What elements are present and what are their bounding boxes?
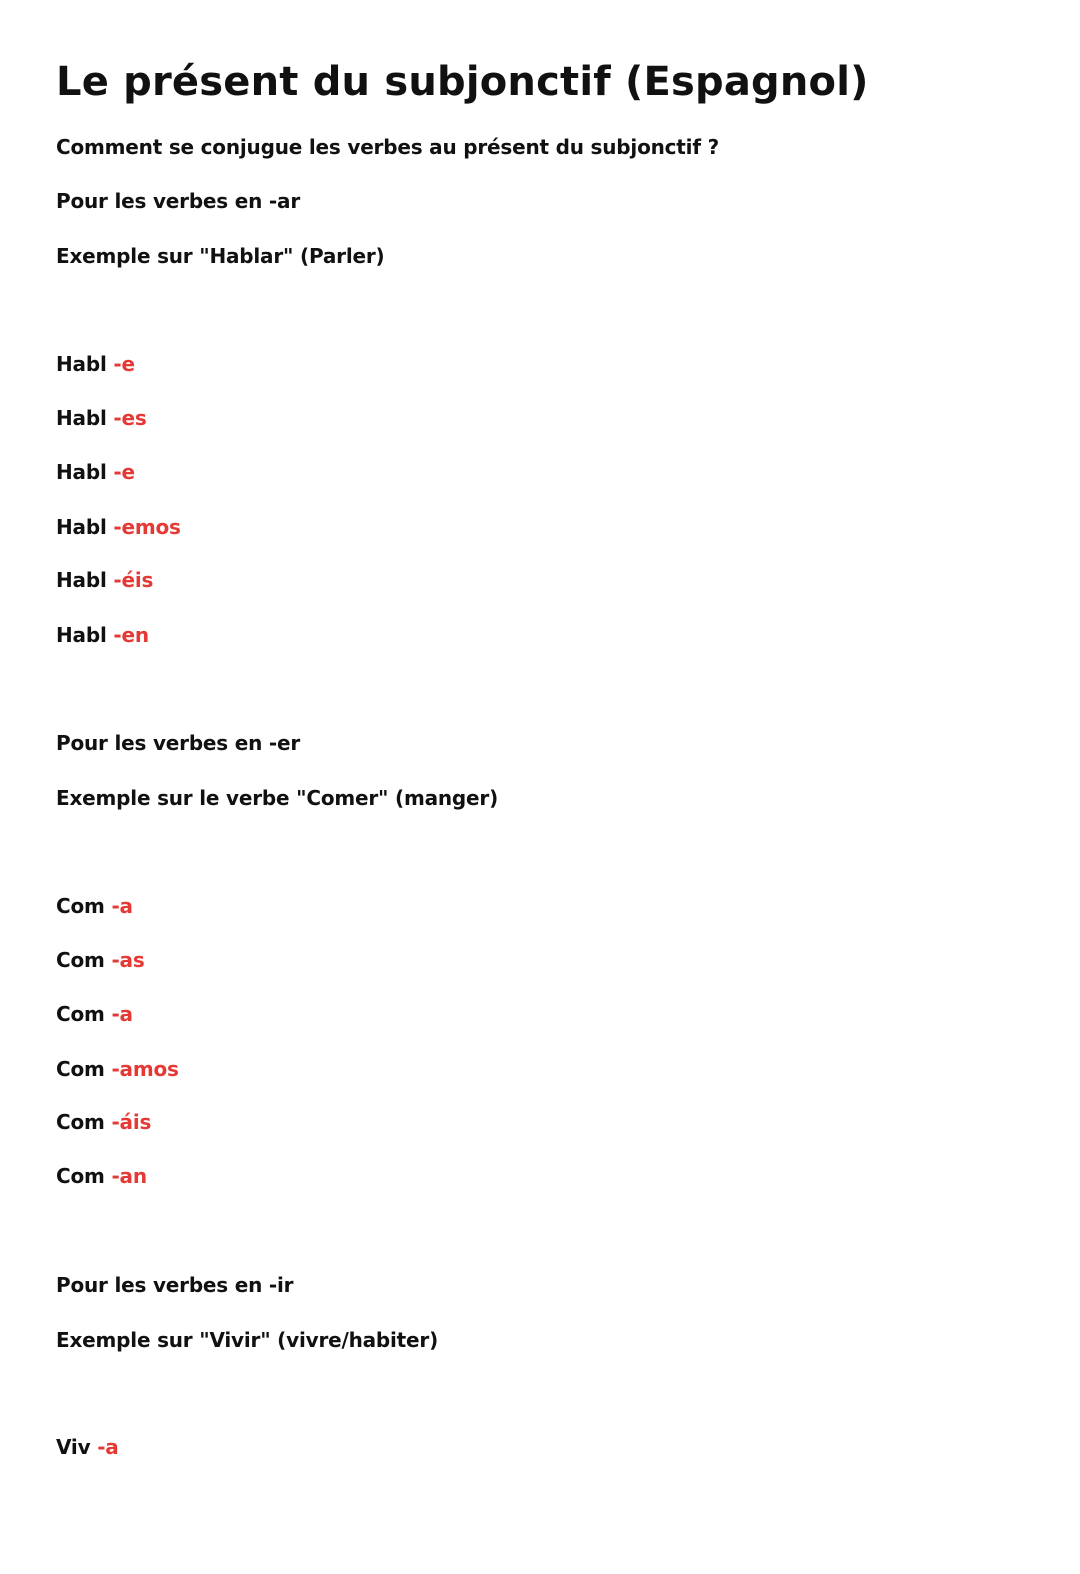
conjugation-line: [56, 1001, 133, 1027]
verb-stem: Com: [56, 1110, 105, 1134]
section-heading-ir: Pour les verbes en -ir: [56, 1273, 294, 1297]
conjugation-line: [56, 405, 147, 431]
verb-ending: -áis: [111, 1110, 152, 1134]
section-example-ir: Exemple sur "Vivir" (vivre/habiter): [56, 1328, 439, 1352]
conjugation-line: [56, 351, 135, 377]
verb-stem: Com: [56, 948, 105, 972]
conjugation-line: [56, 1056, 179, 1082]
verb-ending: -éis: [113, 568, 154, 592]
verb-stem: Com: [56, 894, 105, 918]
verb-ending: -an: [111, 1164, 147, 1188]
verb-stem: Habl: [56, 460, 107, 484]
verb-ending: -a: [111, 1002, 133, 1026]
verb-stem: Habl: [56, 352, 107, 376]
conjugation-line: [56, 1434, 119, 1460]
section-example-ar: Exemple sur "Hablar" (Parler): [56, 244, 385, 268]
verb-ending: -en: [113, 623, 149, 647]
verb-stem: Habl: [56, 568, 107, 592]
conjugation-line: [56, 459, 135, 485]
verb-ending: -emos: [113, 515, 181, 539]
verb-stem: Com: [56, 1164, 105, 1188]
verb-ending: -e: [113, 352, 135, 376]
verb-stem: Com: [56, 1057, 105, 1081]
verb-ending: -a: [97, 1435, 119, 1459]
section-example-er: Exemple sur le verbe "Comer" (manger): [56, 786, 499, 810]
verb-ending: -es: [113, 406, 147, 430]
section-heading-ar: Pour les verbes en -ar: [56, 189, 300, 213]
page-title: Le présent du subjonctif (Espagnol): [56, 59, 869, 105]
conjugation-line: [56, 567, 153, 593]
conjugation-line: [56, 1109, 151, 1135]
conjugation-line: [56, 1163, 147, 1189]
conjugation-line: [56, 622, 149, 648]
verb-ending: -as: [111, 948, 145, 972]
verb-ending: -amos: [111, 1057, 179, 1081]
verb-stem: Habl: [56, 623, 107, 647]
verb-stem: Habl: [56, 406, 107, 430]
verb-ending: -e: [113, 460, 135, 484]
verb-stem: Com: [56, 1002, 105, 1026]
verb-ending: -a: [111, 894, 133, 918]
verb-stem: Viv: [56, 1435, 91, 1459]
section-heading-er: Pour les verbes en -er: [56, 731, 301, 755]
verb-stem: Habl: [56, 515, 107, 539]
intro-question: Comment se conjugue les verbes au présent du subjonctif ?: [56, 135, 719, 159]
conjugation-line: [56, 514, 181, 540]
conjugation-line: [56, 893, 133, 919]
conjugation-line: [56, 947, 145, 973]
